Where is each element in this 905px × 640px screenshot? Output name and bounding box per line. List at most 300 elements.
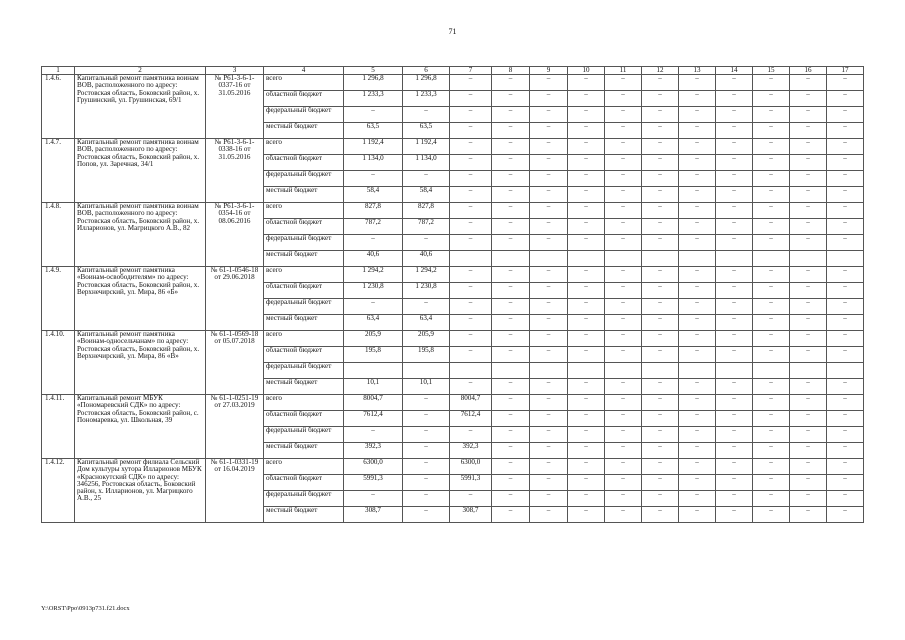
dash-cell: – bbox=[492, 139, 530, 155]
dash-cell: – bbox=[530, 267, 568, 283]
header-cell: 12 bbox=[642, 67, 679, 75]
dash-cell: – bbox=[679, 203, 716, 219]
value-c7: – bbox=[450, 331, 492, 347]
dash-cell: – bbox=[642, 299, 679, 315]
dash-cell: – bbox=[679, 75, 716, 91]
dash-cell: – bbox=[530, 75, 568, 91]
header-cell: 17 bbox=[827, 67, 864, 75]
dash-cell: – bbox=[642, 171, 679, 187]
funding-source-label: областной бюджет bbox=[264, 283, 344, 299]
header-cell: 14 bbox=[716, 67, 753, 75]
value-c6: 787,2 bbox=[403, 219, 450, 235]
funding-source-label: областной бюджет bbox=[264, 475, 344, 491]
dash-cell: – bbox=[753, 395, 790, 411]
dash-cell: – bbox=[642, 187, 679, 203]
dash-cell: – bbox=[716, 299, 753, 315]
dash-cell: – bbox=[827, 475, 864, 491]
value-c7: – bbox=[450, 91, 492, 107]
dash-cell: – bbox=[753, 379, 790, 395]
dash-cell: – bbox=[605, 139, 642, 155]
dash-cell: – bbox=[492, 75, 530, 91]
dash-cell: – bbox=[790, 203, 827, 219]
dash-cell: – bbox=[642, 491, 679, 507]
dash-cell: – bbox=[530, 283, 568, 299]
dash-cell: – bbox=[679, 235, 716, 251]
dash-cell: – bbox=[568, 507, 605, 523]
dash-cell: – bbox=[790, 427, 827, 443]
value-c7: – bbox=[450, 123, 492, 139]
dash-cell: – bbox=[790, 219, 827, 235]
value-c5: 1 294,2 bbox=[344, 267, 403, 283]
dash-cell: – bbox=[753, 203, 790, 219]
dash-cell: – bbox=[679, 507, 716, 523]
dash-cell: – bbox=[827, 411, 864, 427]
funding-source-label: областной бюджет bbox=[264, 347, 344, 363]
dash-cell: – bbox=[827, 203, 864, 219]
table-row-total-row bbox=[42, 139, 864, 155]
dash-cell bbox=[605, 363, 642, 379]
value-c5: 7612,4 bbox=[344, 411, 403, 427]
value-c5: – bbox=[344, 299, 403, 315]
value-c6: 1 296,8 bbox=[403, 75, 450, 91]
item-number: 1.4.10. bbox=[42, 331, 75, 395]
table-row-total-row bbox=[42, 395, 864, 411]
dash-cell: – bbox=[530, 443, 568, 459]
value-c5: – bbox=[344, 427, 403, 443]
value-c5: 8004,7 bbox=[344, 395, 403, 411]
dash-cell: – bbox=[492, 443, 530, 459]
dash-cell: – bbox=[568, 411, 605, 427]
dash-cell: – bbox=[716, 75, 753, 91]
funding-source-label: местный бюджет bbox=[264, 187, 344, 203]
item-document: № Р61-3-6-1-0337-16 от 31.05.2016 bbox=[206, 75, 264, 139]
dash-cell: – bbox=[679, 107, 716, 123]
dash-cell bbox=[530, 251, 568, 267]
dash-cell: – bbox=[716, 427, 753, 443]
funding-source-label: всего bbox=[264, 459, 344, 475]
item-name: Капитальный ремонт МБУК «Пономаревский СДК» по адресу: Ростовская область, Боковский район, с. Пономаревка, ул. Школьная, 39 bbox=[75, 395, 206, 459]
dash-cell: – bbox=[605, 427, 642, 443]
dash-cell: – bbox=[827, 139, 864, 155]
header-cell: 4 bbox=[264, 67, 344, 75]
value-c6 bbox=[403, 363, 450, 379]
dash-cell: – bbox=[753, 155, 790, 171]
dash-cell bbox=[716, 363, 753, 379]
dash-cell: – bbox=[642, 235, 679, 251]
dash-cell: – bbox=[642, 427, 679, 443]
header-cell: 11 bbox=[605, 67, 642, 75]
funding-source-label: местный бюджет bbox=[264, 251, 344, 267]
value-c7: – bbox=[450, 75, 492, 91]
dash-cell: – bbox=[642, 267, 679, 283]
dash-cell: – bbox=[492, 347, 530, 363]
dash-cell: – bbox=[605, 267, 642, 283]
value-c5: 1 230,8 bbox=[344, 283, 403, 299]
value-c5: 6300,0 bbox=[344, 459, 403, 475]
value-c7: – bbox=[450, 267, 492, 283]
value-c7 bbox=[450, 251, 492, 267]
dash-cell: – bbox=[790, 155, 827, 171]
dash-cell: – bbox=[568, 203, 605, 219]
dash-cell: – bbox=[753, 75, 790, 91]
dash-cell: – bbox=[790, 379, 827, 395]
value-c6: 58,4 bbox=[403, 187, 450, 203]
funding-source-label: всего bbox=[264, 75, 344, 91]
dash-cell: – bbox=[679, 443, 716, 459]
dash-cell: – bbox=[530, 171, 568, 187]
value-c5: 40,6 bbox=[344, 251, 403, 267]
dash-cell: – bbox=[568, 315, 605, 331]
dash-cell bbox=[790, 363, 827, 379]
dash-cell: – bbox=[753, 507, 790, 523]
dash-cell: – bbox=[642, 315, 679, 331]
dash-cell: – bbox=[790, 299, 827, 315]
dash-cell: – bbox=[790, 459, 827, 475]
dash-cell bbox=[605, 251, 642, 267]
value-c6: 827,8 bbox=[403, 203, 450, 219]
dash-cell: – bbox=[642, 107, 679, 123]
dash-cell: – bbox=[753, 171, 790, 187]
dash-cell: – bbox=[753, 331, 790, 347]
value-c6: – bbox=[403, 443, 450, 459]
dash-cell bbox=[753, 363, 790, 379]
page-number: 71 bbox=[448, 27, 457, 36]
value-c5: – bbox=[344, 491, 403, 507]
dash-cell: – bbox=[492, 267, 530, 283]
value-c5: 1 134,0 bbox=[344, 155, 403, 171]
dash-cell: – bbox=[679, 347, 716, 363]
dash-cell: – bbox=[642, 75, 679, 91]
item-number: 1.4.7. bbox=[42, 139, 75, 203]
table-row-total-row bbox=[42, 267, 864, 283]
dash-cell: – bbox=[790, 331, 827, 347]
dash-cell: – bbox=[716, 267, 753, 283]
value-c6: – bbox=[403, 427, 450, 443]
dash-cell: – bbox=[605, 123, 642, 139]
dash-cell: – bbox=[605, 395, 642, 411]
table-row-total-row bbox=[42, 75, 864, 91]
value-c6: 1 192,4 bbox=[403, 139, 450, 155]
dash-cell: – bbox=[679, 379, 716, 395]
dash-cell: – bbox=[530, 379, 568, 395]
dash-cell: – bbox=[568, 155, 605, 171]
dash-cell: – bbox=[642, 123, 679, 139]
value-c6: 10,1 bbox=[403, 379, 450, 395]
dash-cell: – bbox=[492, 283, 530, 299]
value-c7: – bbox=[450, 155, 492, 171]
dash-cell: – bbox=[716, 315, 753, 331]
item-document: № 61-1-0331-19 от 16.04.2019 bbox=[206, 459, 264, 523]
header-cell: 7 bbox=[450, 67, 492, 75]
dash-cell: – bbox=[530, 187, 568, 203]
dash-cell: – bbox=[492, 491, 530, 507]
dash-cell: – bbox=[790, 139, 827, 155]
item-number: 1.4.8. bbox=[42, 203, 75, 267]
dash-cell: – bbox=[605, 187, 642, 203]
dash-cell: – bbox=[679, 475, 716, 491]
dash-cell: – bbox=[492, 315, 530, 331]
value-c7: 392,3 bbox=[450, 443, 492, 459]
dash-cell: – bbox=[827, 267, 864, 283]
funding-source-label: местный бюджет bbox=[264, 123, 344, 139]
dash-cell: – bbox=[827, 219, 864, 235]
funding-source-label: областной бюджет bbox=[264, 91, 344, 107]
dash-cell: – bbox=[492, 379, 530, 395]
item-number: 1.4.9. bbox=[42, 267, 75, 331]
dash-cell: – bbox=[790, 107, 827, 123]
funding-source-label: всего bbox=[264, 203, 344, 219]
dash-cell: – bbox=[492, 395, 530, 411]
dash-cell: – bbox=[492, 187, 530, 203]
dash-cell: – bbox=[530, 507, 568, 523]
dash-cell: – bbox=[827, 155, 864, 171]
funding-source-label: федеральный бюджет bbox=[264, 363, 344, 379]
value-c5: 308,7 bbox=[344, 507, 403, 523]
funding-source-label: местный бюджет bbox=[264, 507, 344, 523]
item-number: 1.4.6. bbox=[42, 75, 75, 139]
header-cell: 6 bbox=[403, 67, 450, 75]
dash-cell: – bbox=[642, 507, 679, 523]
footer-path: Y:\ORST\Ppo\0913p731.f21.docx bbox=[41, 605, 130, 612]
dash-cell: – bbox=[827, 299, 864, 315]
dash-cell: – bbox=[492, 331, 530, 347]
dash-cell: – bbox=[530, 411, 568, 427]
value-c5: 5991,3 bbox=[344, 475, 403, 491]
dash-cell: – bbox=[716, 459, 753, 475]
dash-cell: – bbox=[492, 235, 530, 251]
dash-cell: – bbox=[605, 203, 642, 219]
dash-cell: – bbox=[827, 75, 864, 91]
dash-cell: – bbox=[753, 475, 790, 491]
dash-cell: – bbox=[790, 507, 827, 523]
value-c7 bbox=[450, 363, 492, 379]
value-c7: – bbox=[450, 491, 492, 507]
dash-cell: – bbox=[827, 395, 864, 411]
funding-source-label: местный бюджет bbox=[264, 443, 344, 459]
dash-cell: – bbox=[642, 219, 679, 235]
dash-cell: – bbox=[827, 491, 864, 507]
value-c5: 1 233,3 bbox=[344, 91, 403, 107]
dash-cell: – bbox=[679, 219, 716, 235]
funding-source-label: всего bbox=[264, 267, 344, 283]
dash-cell: – bbox=[642, 139, 679, 155]
dash-cell: – bbox=[605, 75, 642, 91]
header-cell: 10 bbox=[568, 67, 605, 75]
dash-cell: – bbox=[530, 139, 568, 155]
dash-cell: – bbox=[716, 331, 753, 347]
value-c5: – bbox=[344, 235, 403, 251]
dash-cell: – bbox=[790, 267, 827, 283]
funding-source-label: федеральный бюджет bbox=[264, 491, 344, 507]
dash-cell: – bbox=[753, 267, 790, 283]
dash-cell: – bbox=[753, 107, 790, 123]
value-c7: – bbox=[450, 347, 492, 363]
dash-cell: – bbox=[679, 267, 716, 283]
dash-cell: – bbox=[827, 507, 864, 523]
dash-cell bbox=[530, 363, 568, 379]
dash-cell: – bbox=[605, 91, 642, 107]
value-c6: – bbox=[403, 507, 450, 523]
funding-source-label: всего bbox=[264, 139, 344, 155]
dash-cell: – bbox=[568, 379, 605, 395]
dash-cell: – bbox=[642, 347, 679, 363]
value-c7: 308,7 bbox=[450, 507, 492, 523]
value-c6: – bbox=[403, 299, 450, 315]
dash-cell: – bbox=[790, 411, 827, 427]
value-c5: 1 192,4 bbox=[344, 139, 403, 155]
dash-cell: – bbox=[568, 235, 605, 251]
value-c6: 195,8 bbox=[403, 347, 450, 363]
value-c6: 40,6 bbox=[403, 251, 450, 267]
dash-cell: – bbox=[753, 91, 790, 107]
dash-cell: – bbox=[716, 283, 753, 299]
dash-cell: – bbox=[679, 299, 716, 315]
dash-cell: – bbox=[530, 219, 568, 235]
funding-source-label: федеральный бюджет bbox=[264, 299, 344, 315]
dash-cell: – bbox=[753, 459, 790, 475]
dash-cell: – bbox=[642, 379, 679, 395]
dash-cell: – bbox=[753, 299, 790, 315]
value-c7: – bbox=[450, 171, 492, 187]
dash-cell: – bbox=[642, 459, 679, 475]
dash-cell: – bbox=[753, 443, 790, 459]
value-c5: 392,3 bbox=[344, 443, 403, 459]
dash-cell: – bbox=[642, 283, 679, 299]
value-c5: – bbox=[344, 107, 403, 123]
item-document: № Р61-3-6-1-0354-16 от 08.06.2016 bbox=[206, 203, 264, 267]
dash-cell: – bbox=[827, 347, 864, 363]
value-c7: – bbox=[450, 219, 492, 235]
dash-cell: – bbox=[605, 411, 642, 427]
dash-cell: – bbox=[605, 347, 642, 363]
dash-cell: – bbox=[679, 395, 716, 411]
dash-cell: – bbox=[605, 299, 642, 315]
dash-cell: – bbox=[605, 475, 642, 491]
value-c7: – bbox=[450, 427, 492, 443]
value-c6: – bbox=[403, 491, 450, 507]
dash-cell: – bbox=[605, 219, 642, 235]
dash-cell bbox=[753, 251, 790, 267]
dash-cell bbox=[679, 251, 716, 267]
dash-cell: – bbox=[530, 491, 568, 507]
dash-cell: – bbox=[753, 123, 790, 139]
dash-cell: – bbox=[679, 427, 716, 443]
dash-cell: – bbox=[716, 171, 753, 187]
funding-source-label: местный бюджет bbox=[264, 315, 344, 331]
dash-cell: – bbox=[492, 411, 530, 427]
dash-cell: – bbox=[530, 475, 568, 491]
dash-cell: – bbox=[568, 427, 605, 443]
value-c7: – bbox=[450, 107, 492, 123]
dash-cell: – bbox=[530, 331, 568, 347]
value-c5: – bbox=[344, 171, 403, 187]
funding-source-label: местный бюджет bbox=[264, 379, 344, 395]
value-c6: 1 233,3 bbox=[403, 91, 450, 107]
item-name: Капитальный ремонт памятника воинам ВОВ, расположенного по адресу: Ростовская область, Боковский район, х. Грушинский, ул. Грушинская, 69/1 bbox=[75, 75, 206, 139]
value-c5: 1 296,8 bbox=[344, 75, 403, 91]
dash-cell: – bbox=[827, 459, 864, 475]
dash-cell: – bbox=[716, 395, 753, 411]
dash-cell: – bbox=[679, 315, 716, 331]
funding-source-label: областной бюджет bbox=[264, 219, 344, 235]
dash-cell: – bbox=[568, 219, 605, 235]
table-row-total-row bbox=[42, 331, 864, 347]
dash-cell: – bbox=[753, 427, 790, 443]
dash-cell: – bbox=[790, 347, 827, 363]
dash-cell bbox=[827, 363, 864, 379]
dash-cell: – bbox=[753, 235, 790, 251]
dash-cell: – bbox=[492, 91, 530, 107]
dash-cell: – bbox=[605, 171, 642, 187]
dash-cell: – bbox=[679, 155, 716, 171]
dash-cell: – bbox=[568, 491, 605, 507]
dash-cell: – bbox=[605, 507, 642, 523]
funding-source-label: всего bbox=[264, 331, 344, 347]
dash-cell: – bbox=[568, 187, 605, 203]
table-row-total-row bbox=[42, 459, 864, 475]
dash-cell: – bbox=[568, 443, 605, 459]
dash-cell: – bbox=[568, 123, 605, 139]
value-c6: – bbox=[403, 459, 450, 475]
dash-cell: – bbox=[716, 411, 753, 427]
dash-cell: – bbox=[753, 491, 790, 507]
dash-cell: – bbox=[790, 75, 827, 91]
dash-cell: – bbox=[605, 491, 642, 507]
dash-cell bbox=[679, 363, 716, 379]
dash-cell: – bbox=[530, 395, 568, 411]
value-c7: 7612,4 bbox=[450, 411, 492, 427]
dash-cell: – bbox=[642, 475, 679, 491]
dash-cell: – bbox=[790, 283, 827, 299]
dash-cell: – bbox=[492, 123, 530, 139]
dash-cell: – bbox=[716, 91, 753, 107]
funding-source-label: федеральный бюджет bbox=[264, 427, 344, 443]
dash-cell: – bbox=[568, 283, 605, 299]
value-c6: 1 134,0 bbox=[403, 155, 450, 171]
dash-cell: – bbox=[530, 91, 568, 107]
dash-cell: – bbox=[679, 331, 716, 347]
dash-cell: – bbox=[716, 475, 753, 491]
dash-cell: – bbox=[790, 491, 827, 507]
dash-cell: – bbox=[716, 507, 753, 523]
dash-cell bbox=[827, 251, 864, 267]
value-c6: – bbox=[403, 171, 450, 187]
dash-cell: – bbox=[530, 299, 568, 315]
dash-cell: – bbox=[568, 107, 605, 123]
value-c7: 8004,7 bbox=[450, 395, 492, 411]
item-name: Капитальный ремонт памятника воинам ВОВ, расположенного по адресу: Ростовская область, Боковский район, х. Попов, ул. Заречная, 34/1 bbox=[75, 139, 206, 203]
value-c7: – bbox=[450, 379, 492, 395]
dash-cell: – bbox=[605, 315, 642, 331]
dash-cell: – bbox=[753, 315, 790, 331]
value-c5: 63,4 bbox=[344, 315, 403, 331]
dash-cell: – bbox=[530, 107, 568, 123]
dash-cell: – bbox=[790, 171, 827, 187]
dash-cell: – bbox=[492, 203, 530, 219]
dash-cell: – bbox=[827, 283, 864, 299]
dash-cell bbox=[492, 363, 530, 379]
dash-cell: – bbox=[790, 235, 827, 251]
dash-cell: – bbox=[492, 155, 530, 171]
dash-cell: – bbox=[605, 283, 642, 299]
funding-source-label: федеральный бюджет bbox=[264, 235, 344, 251]
value-c5: 63,5 bbox=[344, 123, 403, 139]
dash-cell: – bbox=[492, 459, 530, 475]
dash-cell: – bbox=[568, 91, 605, 107]
dash-cell: – bbox=[568, 331, 605, 347]
dash-cell: – bbox=[605, 107, 642, 123]
dash-cell: – bbox=[716, 187, 753, 203]
